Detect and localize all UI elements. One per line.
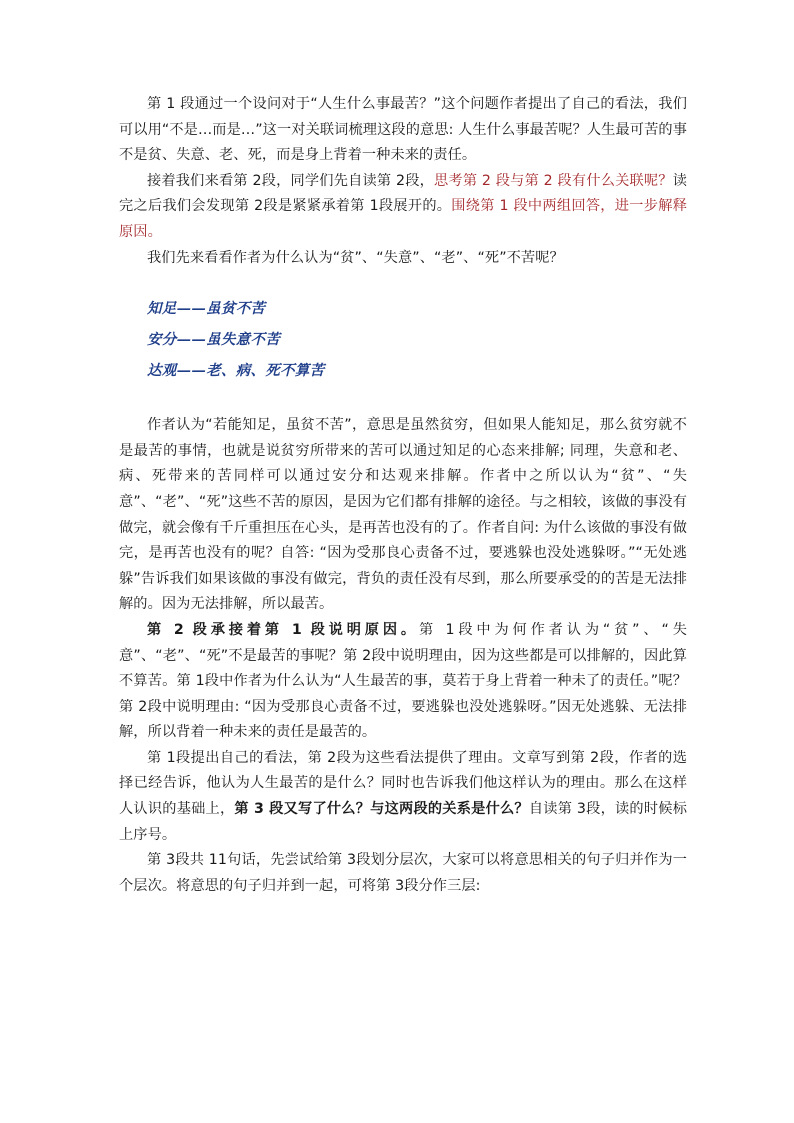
document-page [119, 92, 687, 899]
key-points-list [119, 293, 687, 386]
paragraph-6-bold-question: 第 3 段又写了什么？与这两段的关系是什么？ [234, 801, 529, 818]
paragraph-2-highlight-answer: 围绕第 1 段中两组回答，进一步解释原因。 [119, 198, 687, 240]
key-point-text: 知足——虽贫不苦 [147, 300, 266, 318]
key-point-text: 达观——老、病、死不算苦 [147, 362, 325, 380]
paragraph-1 [119, 92, 687, 169]
paragraph-4-text: 作者认为“若能知足，虽贫不苦”，意思是虽然贫穷，但如果人能知足，那么贫穷就不是最苦的事情，也就是说贫穷所带来的苦可以通过知足的心态来排解; 同理，失意和老、病、死带来的苦同样可以通过安分和达观来排解。作者中之所以认为“贫”、“失意”、“老”、“死”这些不苦的原因，是因为它们都有排解的途径。与之相较，该做的事没有做完，就会像有千斤重担压在心头，是再苦也没有的了。作者自问: 为什么该做的事没有做完，是再苦也没有的呢？自答: “因为受那良心责备不过，要逃躲也没处逃躲呀。”“无处逃躲”告诉我们如果该做的事没有做完，背负的责任没有尽到，那么所要承受的的苦是无法排解的。因为无法排解，所以最苦。 [119, 417, 687, 613]
paragraph-4 [119, 413, 687, 618]
paragraph-6-text-a: 第 1段提出自己的看法，第 2段为这些看法提供了理由。文章写到第 2段，作者的选择已经告诉，他认为人生最苦的是什么？同时也告诉我们他这样认为的理由。那么在这样人认识的基础上， [119, 749, 687, 818]
paragraph-2-text-b: 读完之后我们会发现第 2段是紧紧承着第 1段展开的。 [119, 172, 687, 215]
key-point-item [147, 355, 687, 386]
spacer [119, 386, 687, 413]
paragraph-3-text: 我们先来看看作者为什么认为“贫”、“失意”、“老”、“死”不苦呢？ [147, 249, 564, 266]
key-point-item [147, 293, 687, 324]
paragraph-7-text: 第 3段共 11句话，先尝试给第 3段划分层次，大家可以将意思相关的句子归并作为一个层次。将意思的句子归并到一起，可将第 3段分作三层: [119, 852, 687, 894]
paragraph-1-text: 第 1 段通过一个设问对于“人生什么事最苦？”这个问题作者提出了自己的看法，我们可以用“不是…而是…”这一对关联词梳理这段的意思: 人生什么事最苦呢？人生最可苦的事不是贫、失意、老、死，而是身上背着一种未来的责任。 [119, 96, 687, 164]
paragraph-5-bold-lead: 第 2 段承接着第 1 段说明原因。 [147, 621, 419, 638]
paragraph-2-highlight-question: 思考第 2 段与第 2 段有什么关联呢？ [434, 172, 673, 189]
paragraph-2-text-a: 接着我们来看第 2段，同学们先自读第 2段， [147, 172, 435, 189]
paragraph-3 [119, 246, 687, 272]
paragraph-5 [119, 618, 687, 746]
key-point-item [147, 324, 687, 355]
paragraph-6 [119, 746, 687, 848]
paragraph-5-text: 第 1段中为何作者认为“贫”、“失意”、“老”、“死”不是最苦的事呢？第 2段中说明理由，因为这些都是可以排解的，因此算不算苦。第 1段中作者为什么认为“人生最苦的事，莫若于身上背着一种未了的责任。”呢？第 2段中说明理由: “因为受那良心责备不过，要逃躲也没处逃躲呀。”因无处逃躲、无法排解，所以背着一种未来的责任是最苦的。 [119, 621, 687, 741]
paragraph-6-text-b: 自读第 3段，读的时候标上序号。 [119, 801, 687, 843]
key-point-text: 安分——虽失意不苦 [147, 331, 281, 349]
spacer [119, 271, 687, 293]
paragraph-2 [119, 169, 687, 246]
paragraph-7 [119, 848, 687, 899]
